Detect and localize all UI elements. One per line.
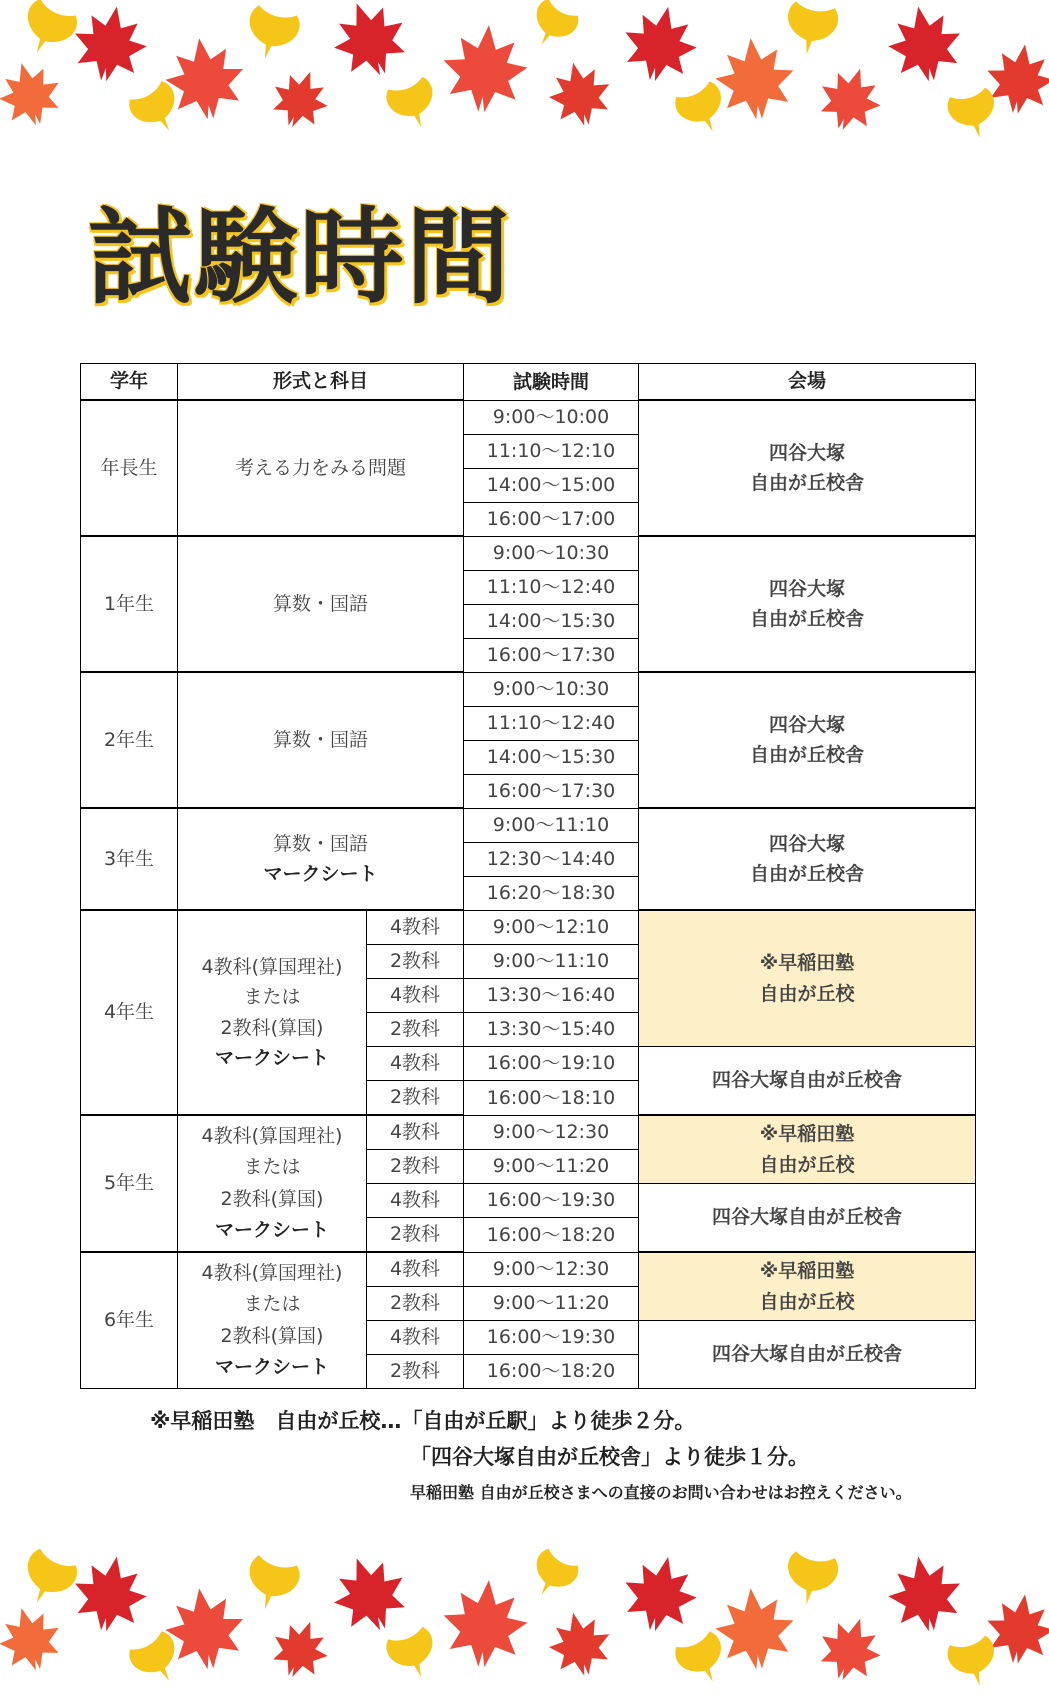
ginkgo-leaf-icon bbox=[14, 1546, 1002, 1690]
time-cell: 9:00～12:30 bbox=[464, 1115, 639, 1150]
autumn-leaves-border-bottom bbox=[0, 1540, 1049, 1690]
grade-cell: 5年生 bbox=[81, 1115, 178, 1252]
marksheet-label: マークシート bbox=[214, 1046, 329, 1069]
time-cell: 9:00～10:30 bbox=[464, 536, 639, 570]
time-cell: 9:00～10:30 bbox=[464, 672, 639, 706]
time-cell: 11:10～12:10 bbox=[464, 434, 639, 468]
grade-cell: 年長生 bbox=[81, 400, 178, 536]
course-cell: 2教科 bbox=[367, 1081, 464, 1116]
course-cell: 4教科 bbox=[367, 1321, 464, 1355]
table-row bbox=[81, 400, 976, 434]
header-time: 試験時間 bbox=[464, 364, 639, 401]
marksheet-label: マークシート bbox=[214, 1218, 329, 1241]
time-cell: 9:00～11:20 bbox=[464, 1150, 639, 1184]
exam-schedule-table bbox=[80, 363, 976, 1389]
marksheet-label: マークシート bbox=[263, 863, 378, 885]
autumn-leaves-border-top bbox=[0, 0, 1049, 150]
time-cell: 12:30～14:40 bbox=[464, 842, 639, 876]
course-cell: 4教科 bbox=[367, 910, 464, 945]
table-row bbox=[81, 672, 976, 706]
table-header-row bbox=[81, 364, 976, 401]
venue-cell: 四谷大塚 自由が丘校舎 bbox=[639, 400, 976, 536]
grade-cell: 3年生 bbox=[81, 808, 178, 910]
course-cell: 2教科 bbox=[367, 1150, 464, 1184]
subject-cell: 算数・国語 マークシート bbox=[178, 808, 464, 910]
table-row bbox=[81, 808, 976, 842]
time-cell: 16:00～17:30 bbox=[464, 774, 639, 808]
time-cell: 13:30～15:40 bbox=[464, 1013, 639, 1047]
venue-cell: 四谷大塚 自由が丘校舎 bbox=[639, 672, 976, 808]
course-cell: 4教科 bbox=[367, 1047, 464, 1081]
footnote-access-school: 「四谷大塚自由が丘校舎」より徒歩１分。 bbox=[410, 1445, 809, 1469]
subject-cell: 算数・国語 bbox=[178, 536, 464, 672]
course-cell: 2教科 bbox=[367, 1013, 464, 1047]
course-cell: 2教科 bbox=[367, 1287, 464, 1321]
time-cell: 16:00～19:30 bbox=[464, 1321, 639, 1355]
time-cell: 16:00～18:20 bbox=[464, 1355, 639, 1389]
course-cell: 4教科 bbox=[367, 1115, 464, 1150]
time-cell: 14:00～15:00 bbox=[464, 468, 639, 502]
venue-cell: 四谷大塚自由が丘校舎 bbox=[639, 1184, 976, 1253]
subject-cell: 4教科(算国理社) または 2教科(算国) マークシート bbox=[178, 1252, 367, 1389]
subject-cell: 4教科(算国理社) または 2教科(算国) マークシート bbox=[178, 910, 367, 1115]
time-cell: 9:00～11:20 bbox=[464, 1287, 639, 1321]
header-subject: 形式と科目 bbox=[178, 364, 464, 401]
time-cell: 14:00～15:30 bbox=[464, 740, 639, 774]
subject-cell: 考える力をみる問題 bbox=[178, 400, 464, 536]
page-title: 試験時間 bbox=[88, 196, 513, 318]
time-cell: 16:00～17:30 bbox=[464, 638, 639, 672]
time-cell: 16:00～17:00 bbox=[464, 502, 639, 536]
header-grade: 学年 bbox=[81, 364, 178, 401]
marksheet-label: マークシート bbox=[214, 1355, 329, 1378]
venue-cell-highlight: ※早稲田塾 自由が丘校 bbox=[639, 910, 976, 1047]
time-cell: 16:00～19:10 bbox=[464, 1047, 639, 1081]
table-row bbox=[81, 1115, 976, 1150]
time-cell: 13:30～16:40 bbox=[464, 979, 639, 1013]
venue-cell: 四谷大塚自由が丘校舎 bbox=[639, 1047, 976, 1116]
subject-cell: 算数・国語 bbox=[178, 672, 464, 808]
venue-cell: 四谷大塚 自由が丘校舎 bbox=[639, 808, 976, 910]
time-cell: 16:00～18:20 bbox=[464, 1218, 639, 1253]
time-cell: 9:00～10:00 bbox=[464, 400, 639, 434]
table-row bbox=[81, 910, 976, 945]
course-cell: 4教科 bbox=[367, 979, 464, 1013]
grade-cell: 6年生 bbox=[81, 1252, 178, 1389]
venue-cell-highlight: ※早稲田塾 自由が丘校 bbox=[639, 1115, 976, 1184]
time-cell: 16:20～18:30 bbox=[464, 876, 639, 910]
grade-cell: 4年生 bbox=[81, 910, 178, 1115]
table-row bbox=[81, 1252, 976, 1287]
grade-cell: 1年生 bbox=[81, 536, 178, 672]
footnote-contact-notice: 早稲田塾 自由が丘校さまへの直接のお問い合わせはお控えください。 bbox=[410, 1483, 912, 1502]
time-cell: 16:00～19:30 bbox=[464, 1184, 639, 1218]
time-cell: 14:00～15:30 bbox=[464, 604, 639, 638]
course-cell: 2教科 bbox=[367, 1218, 464, 1253]
venue-cell-highlight: ※早稲田塾 自由が丘校 bbox=[639, 1252, 976, 1321]
table-row bbox=[81, 536, 976, 570]
time-cell: 9:00～11:10 bbox=[464, 945, 639, 979]
time-cell: 9:00～11:10 bbox=[464, 808, 639, 842]
footnote-access-station: ※早稲田塾 自由が丘校…「自由が丘駅」より徒歩２分。 bbox=[150, 1409, 696, 1433]
time-cell: 9:00～12:10 bbox=[464, 910, 639, 945]
grade-cell: 2年生 bbox=[81, 672, 178, 808]
course-cell: 4教科 bbox=[367, 1184, 464, 1218]
time-cell: 11:10～12:40 bbox=[464, 570, 639, 604]
header-venue: 会場 bbox=[639, 364, 976, 401]
course-cell: 2教科 bbox=[367, 1355, 464, 1389]
subject-cell: 4教科(算国理社) または 2教科(算国) マークシート bbox=[178, 1115, 367, 1252]
course-cell: 4教科 bbox=[367, 1252, 464, 1287]
venue-cell: 四谷大塚自由が丘校舎 bbox=[639, 1321, 976, 1389]
course-cell: 2教科 bbox=[367, 945, 464, 979]
time-cell: 11:10～12:40 bbox=[464, 706, 639, 740]
venue-cell: 四谷大塚 自由が丘校舎 bbox=[639, 536, 976, 672]
time-cell: 9:00～12:30 bbox=[464, 1252, 639, 1287]
time-cell: 16:00～18:10 bbox=[464, 1081, 639, 1116]
